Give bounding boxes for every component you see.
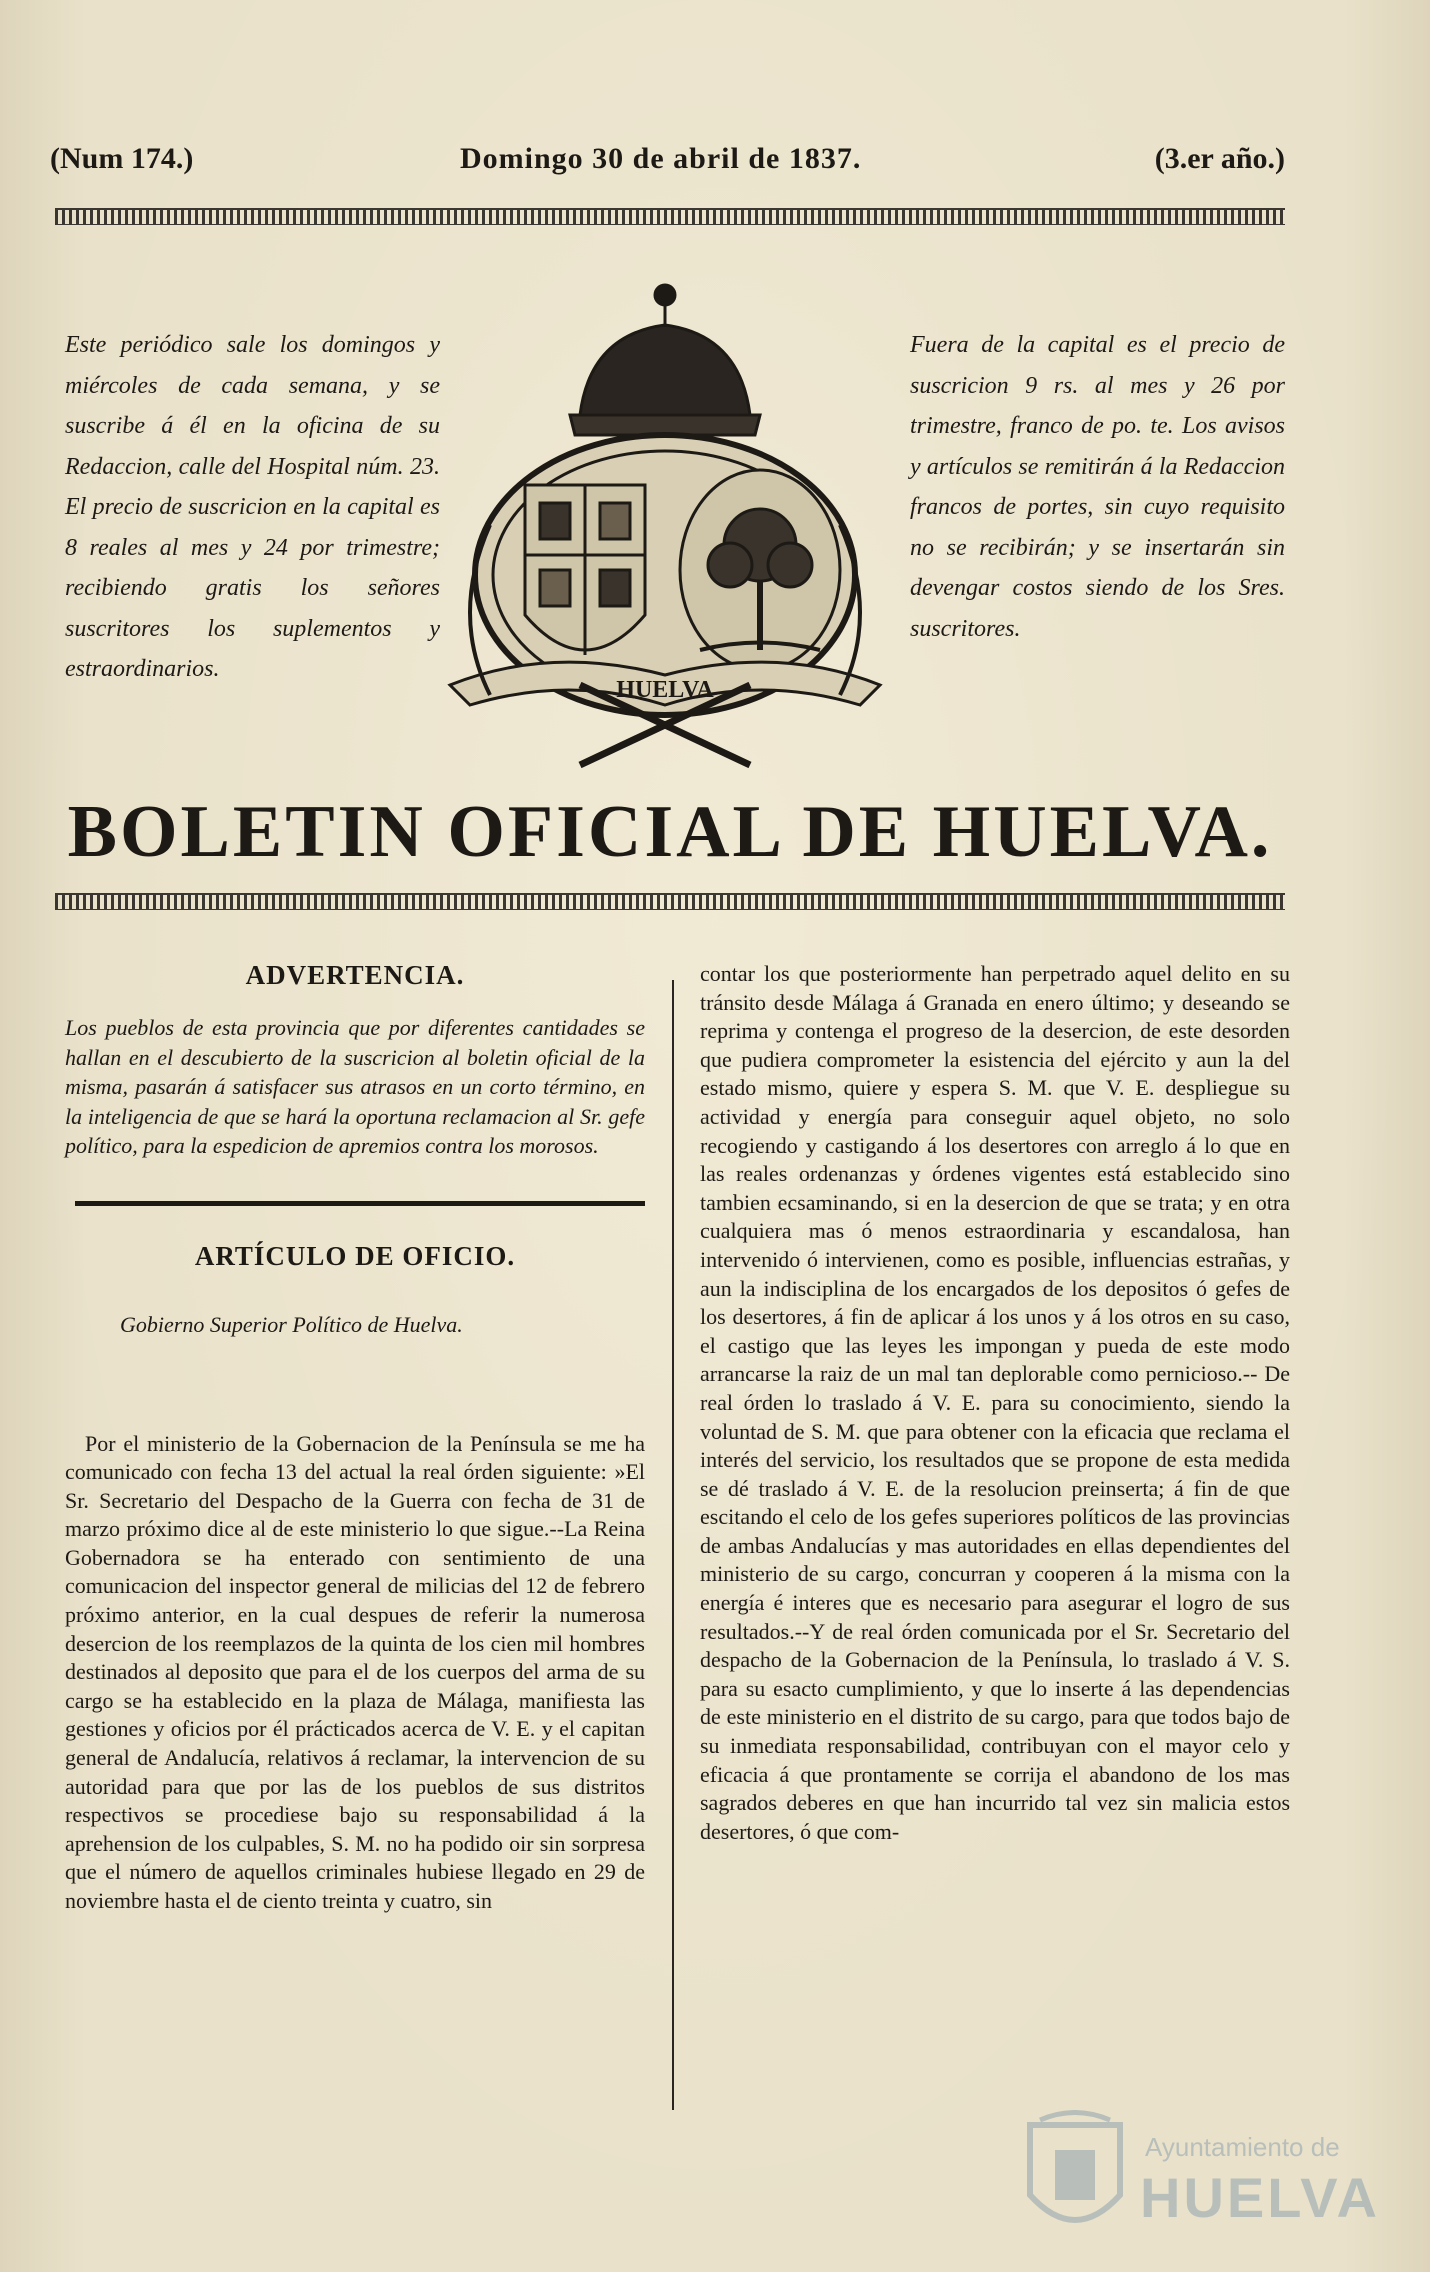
government-heading: Gobierno Superior Político de Huelva.	[120, 1311, 463, 1337]
crest-label: HUELVA	[616, 677, 714, 703]
article-body-right: contar los que posteriormente han perpetrado aquel delito en su tránsito desde Málaga á Granada en enero último; y deseando se reprima y contenga el progreso de la desercion, de este desorden que pudiera comprometer la esistencia del ejército y aun la del estado mismo, quiere y espera S. M. que V. E. despliegue su actividad y energía para conseguir aquel objeto, no solo recogiendo y castigando á los desertores con arreglo á lo que en las reales ordenanzas y órdenes vigentes está establecido sino tambien ecsaminando, si en la desercion de que se trata; y en otra cualquiera mas ó menos estraordinaria y escandalosa, han intervenido ó intervienen, como es posible, influencias estrañas, y aun la indisciplina de los encargados de los depositos ó gefes de los desertores, á fin de aplicar á los unos y á los otros en su caso, el castigo que las leyes les impongan y pueda de este modo arrancarse la raiz de un mal tan deplorable como pernicioso.-- De real órden lo traslado á V. E. para su conocimiento, siendo la voluntad de S. M. que para obtener con la eficacia que reclama el interés del servicio, los resultados que se propone de esta medida se dé traslado á V. E. de la resolucion preinserta; á fin de que escitando el celo de los gefes superiores políticos de las provincias de ambas Andalucías y mas autoridades en ellas dependientes del ministerio de su cargo, concurran y cooperen á la misma con la energía é interes que es necesario para asegurar el logro de sus resultados.--Y de real órden comunicada por el Sr. Secretario del despacho de la Gobernacion de la Península, lo traslado á V. S. para su esacto cumplimiento, y que lo inserte á las dependencias de este ministerio en el distrito de su cargo, para que todos bajo de su inmediata responsabilidad, contribuyan con el mayor celo y eficacia á que prontamente se corrija el abandono de los mas sagrados deberes en que han incurrido tal vez sin malicia estos desertores, ó que com-	[700, 961, 1290, 1844]
city-shield-icon	[1020, 2110, 1130, 2245]
issue-year: (3.er año.)	[1154, 142, 1285, 175]
issue-date: Domingo 30 de abril de 1837.	[460, 142, 862, 175]
issue-header	[50, 142, 1285, 182]
subscription-info-right: Fuera de la capital es el precio de suscricion 9 rs. al mes y 26 por trimestre, franco de po. te. Los avisos y artículos se remitirán á la Redaccion francos de portes, sin cuyo requisito no se recibirán; y se insertarán sin devengar costos siendo de los Sres. suscritores.	[910, 332, 1285, 642]
right-column	[700, 960, 1290, 1846]
article-title: ARTÍCULO DE OFICIO.	[194, 1240, 516, 1271]
column-divider	[672, 980, 674, 2110]
article-body-left: Por el ministerio de la Gobernacion de la Península se me ha comunicado con fecha 13 del actual la real órden siguiente: »El Sr. Secretario del Despacho de la Guerra con fecha de 31 de marzo próximo dice al de este ministerio lo que sigue.--La Reina Gobernadora se ha enterado con sentimiento de una comunicacion del inspector general de milicias del 12 de febrero próximo anterior, en la cual despues de referir la numerosa desercion de los reemplazos de la quinta de los cien mil hombres destinados al deposito que para el de los cuerpos del arma de su cargo se ha establecido en la plaza de Málaga, manifiesta las gestiones y oficios por él prácticados acerca de V. E. y el capitan general de Andalucía, relativos á reclamar, la intervencion de su autoridad para que por las de los pueblos de sus distritos respectivos se procediese bajo su responsabilidad á la aprehension de los culpables, S. M. no ha podido oir sin sorpresa que el número de aquellos criminales hubiese llegado en 29 de noviembre hasta el de ciento treinta y cuatro, sin	[65, 1430, 645, 1913]
watermark-line2: HUELVA	[1140, 2166, 1380, 2229]
ornamental-rule-top	[55, 208, 1285, 225]
section-rule	[75, 1201, 645, 1206]
archive-watermark	[1020, 2110, 1380, 2250]
ornamental-rule-bottom	[55, 893, 1285, 910]
warning-title: ADVERTENCIA.	[245, 960, 465, 990]
royal-crest-icon	[430, 265, 900, 775]
newspaper-title: BOLETIN OFICIAL DE HUELVA.	[67, 791, 1273, 873]
subscription-info-left: Este periódico sale los domingos y miércoles de cada semana, y se suscribe á él en la oficina de su Redaccion, calle del Hospital núm. 23. El precio de suscricion en la capital es 8 reales al mes y 24 por trimestre; recibiendo gratis los señores suscritores los suplementos y estraordinarios.	[65, 332, 440, 682]
watermark-line1: Ayuntamiento de	[1145, 2132, 1340, 2162]
left-column	[65, 960, 645, 1916]
issue-number: (Num 174.)	[50, 142, 194, 175]
warning-text: Los pueblos de esta provincia que por diferentes cantidades se hallan en el descubierto de la suscricion al boletin oficial de la misma, pasarán á satisfacer sus atrasos en un corto término, en la inteligencia de que se hará la oportuna reclamacion al Sr. gefe político, para la espedicion de apremios contra los morosos.	[65, 1015, 645, 1158]
